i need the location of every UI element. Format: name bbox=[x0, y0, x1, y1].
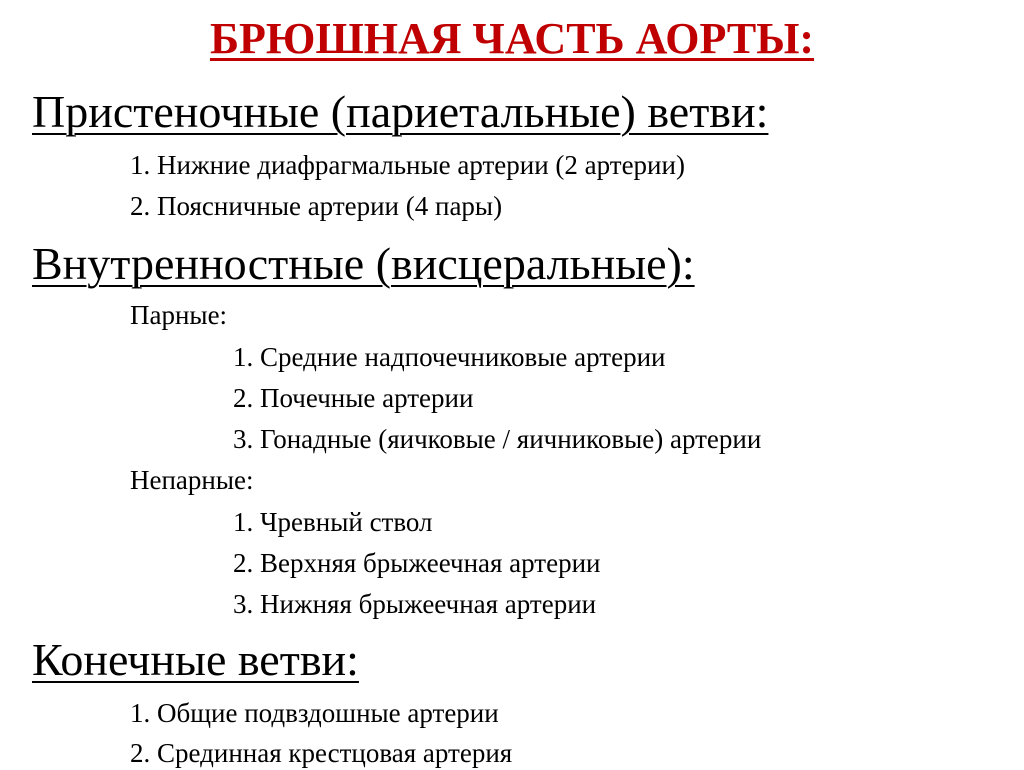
unpaired-item-3: 3. Нижняя брыжеечная артерии bbox=[233, 589, 597, 619]
parietal-item-1: 1. Нижние диафрагмальные артерии (2 артерии) bbox=[130, 150, 685, 180]
parietal-heading: Пристеночные (париетальные) ветви: bbox=[32, 86, 769, 137]
paired-item-2: 2. Почечные артерии bbox=[233, 383, 474, 413]
slide-title bbox=[0, 12, 1024, 66]
terminal-item-1: 1. Общие подвздошные артерии bbox=[130, 698, 499, 728]
parietal-item-2: 2. Поясничные артерии (4 пары) bbox=[130, 191, 503, 221]
terminal-item-2: 2. Срединная крестцовая артерия bbox=[130, 738, 513, 768]
unpaired-item-2: 2. Верхняя брыжеечная артерии bbox=[233, 548, 601, 578]
paired-item-1: 1. Средние надпочечниковые артерии bbox=[233, 342, 666, 372]
visceral-heading: Внутренностные (висцеральные): bbox=[32, 238, 695, 289]
unpaired-label: Непарные: bbox=[130, 465, 254, 495]
slide-title-text: БРЮШНАЯ ЧАСТЬ АОРТЫ: bbox=[209, 14, 815, 63]
unpaired-item-1: 1. Чревный ствол bbox=[233, 507, 433, 537]
paired-label: Парные: bbox=[130, 300, 228, 330]
terminal-heading: Конечные ветви: bbox=[32, 634, 359, 685]
paired-item-3: 3. Гонадные (яичковые / яичниковые) артерии bbox=[233, 424, 762, 454]
